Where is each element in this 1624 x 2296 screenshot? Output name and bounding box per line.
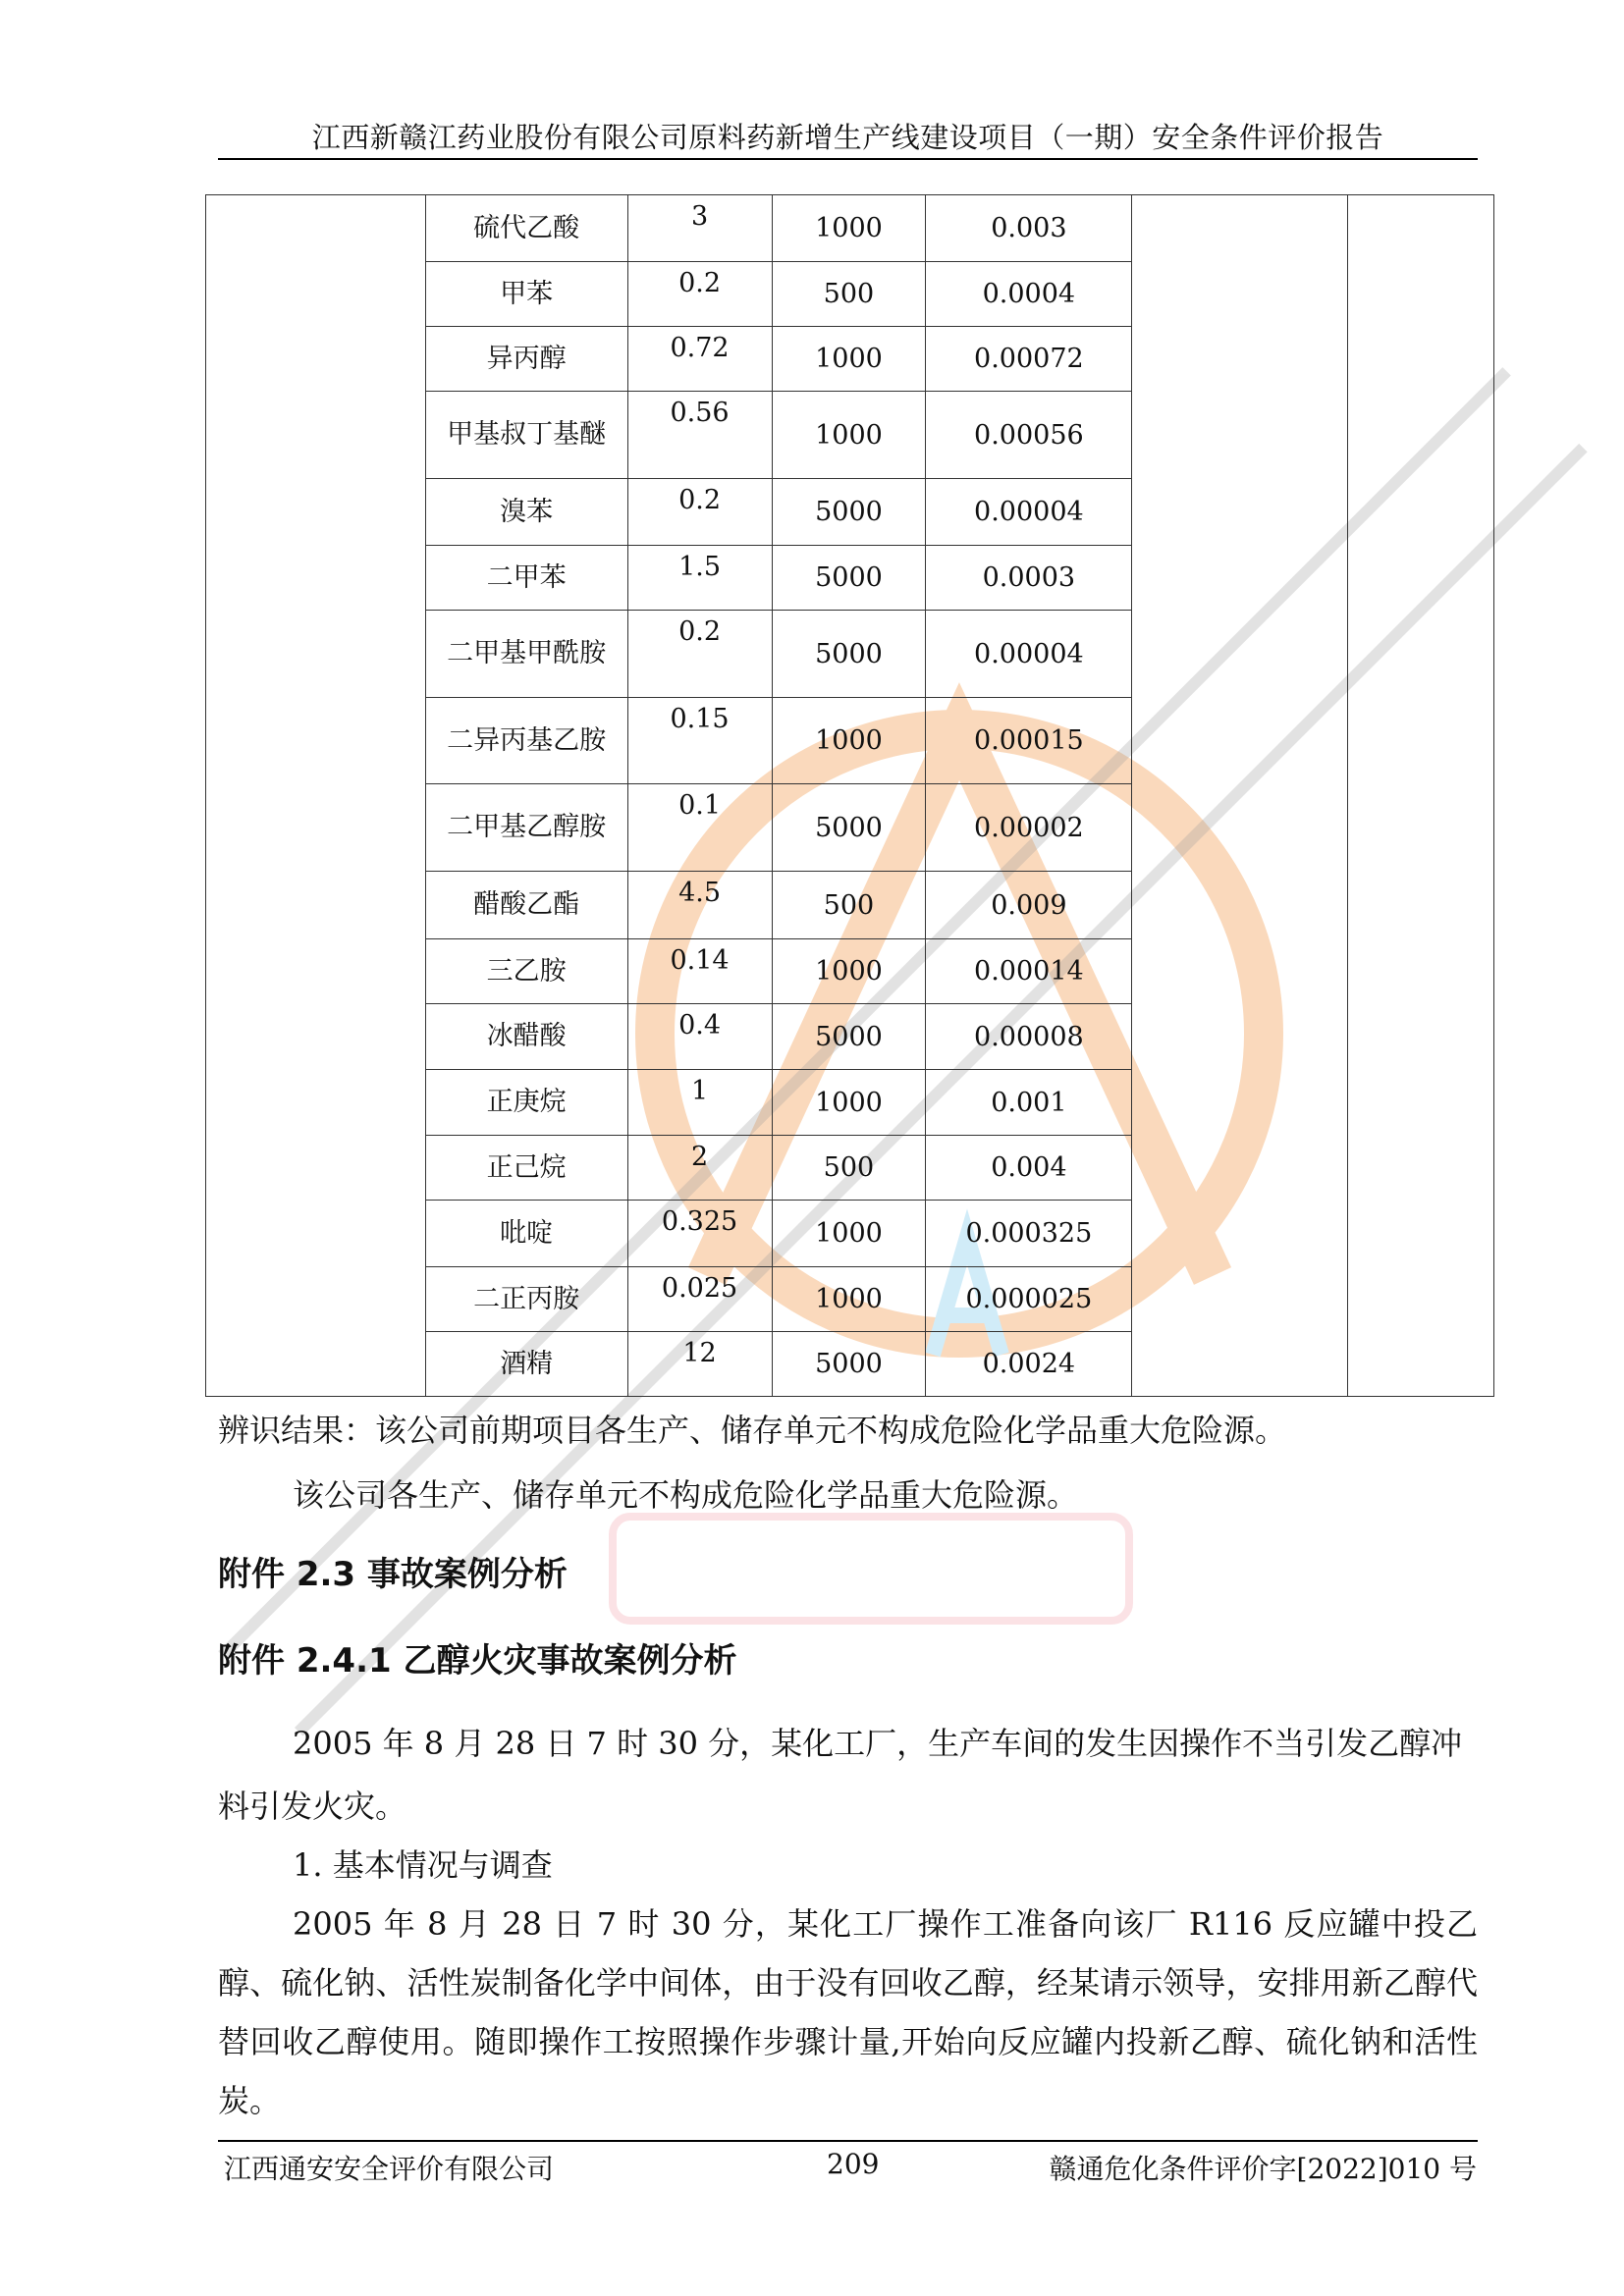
category-cell [206, 195, 426, 1397]
substance-name: 硫代乙酸 [425, 195, 627, 262]
table-row [206, 195, 1494, 262]
substance-name: 二甲苯 [425, 546, 627, 611]
critical-quantity: 5000 [772, 784, 926, 872]
ratio: 0.003 [926, 195, 1132, 262]
substance-name: 三乙胺 [425, 939, 627, 1004]
actual-quantity: 0.2 [627, 479, 772, 546]
substance-name: 二甲基乙醇胺 [425, 784, 627, 872]
critical-quantity: 1000 [772, 392, 926, 479]
critical-quantity: 500 [772, 1136, 926, 1201]
hazard-table [205, 194, 1494, 1397]
ratio: 0.00072 [926, 327, 1132, 392]
substance-name: 醋酸乙酯 [425, 872, 627, 939]
actual-quantity: 1.5 [627, 546, 772, 611]
ratio: 0.0003 [926, 546, 1132, 611]
ratio: 0.00004 [926, 479, 1132, 546]
substance-name: 吡啶 [425, 1201, 627, 1267]
ratio: 0.0024 [926, 1332, 1132, 1397]
ratio: 0.001 [926, 1070, 1132, 1136]
substance-name: 正己烷 [425, 1136, 627, 1201]
critical-quantity: 1000 [772, 1267, 926, 1332]
substance-name: 甲基叔丁基醚 [425, 392, 627, 479]
result-text-2: 该公司各生产、储存单元不构成危险化学品重大危险源。 [293, 1476, 1079, 1514]
section-heading: 附件 2.3 事故案例分析 [218, 1555, 568, 1594]
footer-company: 江西通安安全评价有限公司 [224, 2153, 555, 2185]
actual-quantity: 0.2 [627, 611, 772, 698]
subsection-heading: 附件 2.4.1 乙醇火灾事故案例分析 [218, 1641, 737, 1681]
critical-quantity: 1000 [772, 195, 926, 262]
sub-item-heading: 1. 基本情况与调查 [293, 1846, 553, 1884]
ratio: 0.0004 [926, 262, 1132, 327]
actual-quantity: 2 [627, 1136, 772, 1201]
substance-name: 甲苯 [425, 262, 627, 327]
actual-quantity: 1 [627, 1070, 772, 1136]
conclusion-cell [1348, 195, 1494, 1397]
critical-quantity: 1000 [772, 327, 926, 392]
critical-quantity: 1000 [772, 1070, 926, 1136]
critical-quantity: 5000 [772, 546, 926, 611]
critical-quantity: 500 [772, 872, 926, 939]
substance-name: 酒精 [425, 1332, 627, 1397]
footer-doc-number: 赣通危化条件评价字[2022]010 号 [1049, 2153, 1477, 2185]
paragraph-1: 2005 年 8 月 28 日 7 时 30 分，某化工厂，生产车间的发生因操作不当引发乙醇冲料引发火灾。 [218, 1725, 1463, 1825]
critical-quantity: 500 [772, 262, 926, 327]
substance-name: 溴苯 [425, 479, 627, 546]
substance-name: 二异丙基乙胺 [425, 698, 627, 784]
critical-quantity: 5000 [772, 611, 926, 698]
actual-quantity: 4.5 [627, 872, 772, 939]
substance-name: 冰醋酸 [425, 1004, 627, 1070]
sum-cell [1132, 195, 1348, 1397]
actual-quantity: 0.14 [627, 939, 772, 1004]
critical-quantity: 5000 [772, 1004, 926, 1070]
watermark-pink-block-icon [613, 1517, 1129, 1621]
ratio: 0.00004 [926, 611, 1132, 698]
ratio: 0.00014 [926, 939, 1132, 1004]
ratio: 0.000325 [926, 1201, 1132, 1267]
ratio: 0.00002 [926, 784, 1132, 872]
footer-rule [218, 2140, 1478, 2142]
actual-quantity: 0.4 [627, 1004, 772, 1070]
actual-quantity: 0.025 [627, 1267, 772, 1332]
critical-quantity: 5000 [772, 1332, 926, 1397]
actual-quantity: 0.325 [627, 1201, 772, 1267]
paragraph-2: 2005 年 8 月 28 日 7 时 30 分，某化工厂操作工准备向该厂 R116 反应罐中投乙醇、硫化钠、活性炭制备化学中间体，由于没有回收乙醇，经某请示领导，安排用新乙醇代替回收乙醇使用。随即操作工按照操作步骤计量,开始向反应罐内投新乙醇、硫化钠和活性炭。 [218, 1905, 1478, 2119]
ratio: 0.00015 [926, 698, 1132, 784]
actual-quantity: 0.72 [627, 327, 772, 392]
actual-quantity: 3 [627, 195, 772, 262]
ratio: 0.00008 [926, 1004, 1132, 1070]
ratio: 0.009 [926, 872, 1132, 939]
substance-name: 异丙醇 [425, 327, 627, 392]
header-rule [218, 158, 1478, 160]
result-text-1: 辨识结果：该公司前期项目各生产、储存单元不构成危险化学品重大危险源。 [218, 1412, 1287, 1449]
critical-quantity: 1000 [772, 1201, 926, 1267]
critical-quantity: 5000 [772, 479, 926, 546]
critical-quantity: 1000 [772, 698, 926, 784]
actual-quantity: 12 [627, 1332, 772, 1397]
page-header-title: 江西新赣江药业股份有限公司原料药新增生产线建设项目（一期）安全条件评价报告 [311, 121, 1384, 154]
page-number: 209 [827, 2148, 880, 2180]
ratio: 0.000025 [926, 1267, 1132, 1332]
actual-quantity: 0.2 [627, 262, 772, 327]
actual-quantity: 0.1 [627, 784, 772, 872]
ratio: 0.00056 [926, 392, 1132, 479]
substance-name: 二正丙胺 [425, 1267, 627, 1332]
substance-name: 正庚烷 [425, 1070, 627, 1136]
substance-name: 二甲基甲酰胺 [425, 611, 627, 698]
ratio: 0.004 [926, 1136, 1132, 1201]
actual-quantity: 0.56 [627, 392, 772, 479]
critical-quantity: 1000 [772, 939, 926, 1004]
actual-quantity: 0.15 [627, 698, 772, 784]
